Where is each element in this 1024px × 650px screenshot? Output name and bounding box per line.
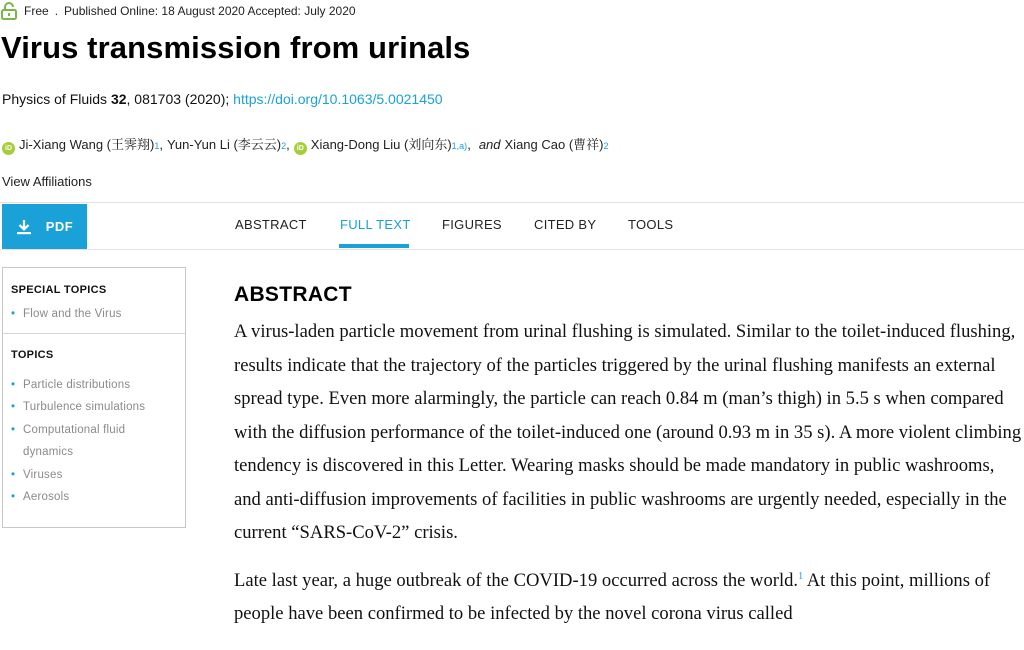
- volume: 32: [110, 91, 127, 107]
- citation-details: , 081703 (2020);: [126, 91, 234, 107]
- author-name[interactable]: Xiang Cao (曹祥): [504, 137, 604, 152]
- orcid-icon[interactable]: iD: [2, 142, 15, 155]
- bullet-icon: •: [11, 308, 16, 320]
- access-label: Free: [24, 4, 49, 18]
- special-topic-item[interactable]: [3, 308, 185, 320]
- topics-heading: TOPICS: [11, 349, 54, 361]
- sidebar-divider: [3, 333, 185, 334]
- special-topics-heading: SPECIAL TOPICS: [11, 284, 107, 296]
- article-tab-bar: [0, 202, 1024, 250]
- topic-label: Particle distributions: [23, 379, 131, 391]
- active-tab-indicator: [339, 244, 409, 248]
- topic-label: Computational fluid: [23, 423, 126, 436]
- author-separator: ,: [286, 137, 290, 152]
- journal-name: Physics of Fluids: [2, 91, 108, 107]
- intro-text-rest: At this point, millions of people have been confirmed to be infected by the novel corona virus called: [234, 569, 991, 625]
- author-name[interactable]: Xiang-Dong Liu (刘向东): [310, 137, 452, 152]
- tab-tools[interactable]: TOOLS: [628, 217, 674, 232]
- topic-label: Turbulence simulations: [23, 401, 146, 414]
- article-body: [234, 283, 1024, 631]
- abstract-heading: ABSTRACT: [234, 283, 352, 306]
- author-separator: ,: [467, 137, 471, 152]
- bullet-icon: •: [11, 468, 16, 481]
- special-topic-label: Flow and the Virus: [23, 308, 122, 320]
- author-affiliation-marker[interactable]: 2: [281, 141, 287, 151]
- bullet-icon: •: [11, 401, 16, 414]
- view-affiliations-link[interactable]: View Affiliations: [2, 174, 92, 189]
- doi-link[interactable]: https://doi.org/10.1063/5.0021450: [233, 91, 443, 107]
- bullet-icon: •: [11, 379, 16, 391]
- author-separator: ,: [159, 137, 163, 152]
- pdf-download-button[interactable]: [2, 204, 87, 249]
- orcid-icon[interactable]: iD: [294, 142, 307, 155]
- citation-line: [2, 91, 443, 107]
- author-affiliation-marker[interactable]: 2: [603, 141, 609, 151]
- bullet-icon: •: [11, 423, 16, 436]
- topics-list: [3, 374, 185, 508]
- topic-label: Viruses: [23, 468, 63, 481]
- author-conjunction: and: [478, 137, 501, 152]
- pdf-label: PDF: [45, 219, 74, 234]
- topic-item[interactable]: [3, 419, 185, 441]
- topics-sidebar: [2, 267, 186, 528]
- download-icon: [16, 219, 32, 235]
- topic-item[interactable]: [3, 486, 185, 508]
- topic-item[interactable]: [3, 374, 185, 396]
- tab-figures[interactable]: FIGURES: [442, 217, 502, 232]
- reference-link[interactable]: 1: [798, 570, 804, 582]
- intro-text-start: Late last year, a huge outbreak of the COVID-19 occurred across the world.: [234, 569, 799, 591]
- author-affiliation-marker[interactable]: 1: [154, 141, 160, 151]
- topic-item-continued[interactable]: [3, 441, 185, 463]
- topic-item[interactable]: [3, 464, 185, 486]
- open-lock-icon: [0, 2, 18, 20]
- tab-full-text[interactable]: FULL TEXT: [340, 217, 411, 232]
- topic-label: dynamics: [23, 446, 74, 459]
- tab-cited-by[interactable]: CITED BY: [534, 217, 597, 232]
- article-title: Virus transmission from urinals: [1, 30, 471, 65]
- author-list: [2, 134, 609, 154]
- separator: .: [54, 4, 59, 18]
- author-name[interactable]: Ji-Xiang Wang (王霁翔): [19, 137, 155, 152]
- intro-paragraph: [234, 560, 1024, 631]
- bullet-icon: •: [11, 491, 16, 504]
- author-affiliation-marker[interactable]: 1,a): [451, 141, 468, 151]
- topic-label: Aerosols: [23, 491, 70, 504]
- abstract-text: A virus-laden particle movement from urinal flushing is simulated. Similar to the toilet-induced flushing, results indicate that the trajectory of the particles triggered by the urinal flushing manifests an external spread type. Even more alarmingly, the particle can reach 0.84 m (man’s thigh) in 5.5 s when compared with the diffusion performance of the toilet-induced one (around 0.93 m in 35 s). A more violent climbing tendency is discovered in this Letter. Wearing masks should be made mandatory in public washrooms, and anti-diffusion improvements of facilities in public washrooms are urgently needed, especially in the current “SARS-CoV-2” crisis.: [234, 321, 1022, 543]
- tab-abstract[interactable]: ABSTRACT: [235, 217, 307, 232]
- published-date: Published Online: 18 August 2020 Accepted: July 2020: [64, 4, 356, 18]
- author-name[interactable]: Yun-Yun Li (李云云): [166, 137, 282, 152]
- topic-item[interactable]: [3, 396, 185, 418]
- publication-info-bar: [0, 2, 356, 20]
